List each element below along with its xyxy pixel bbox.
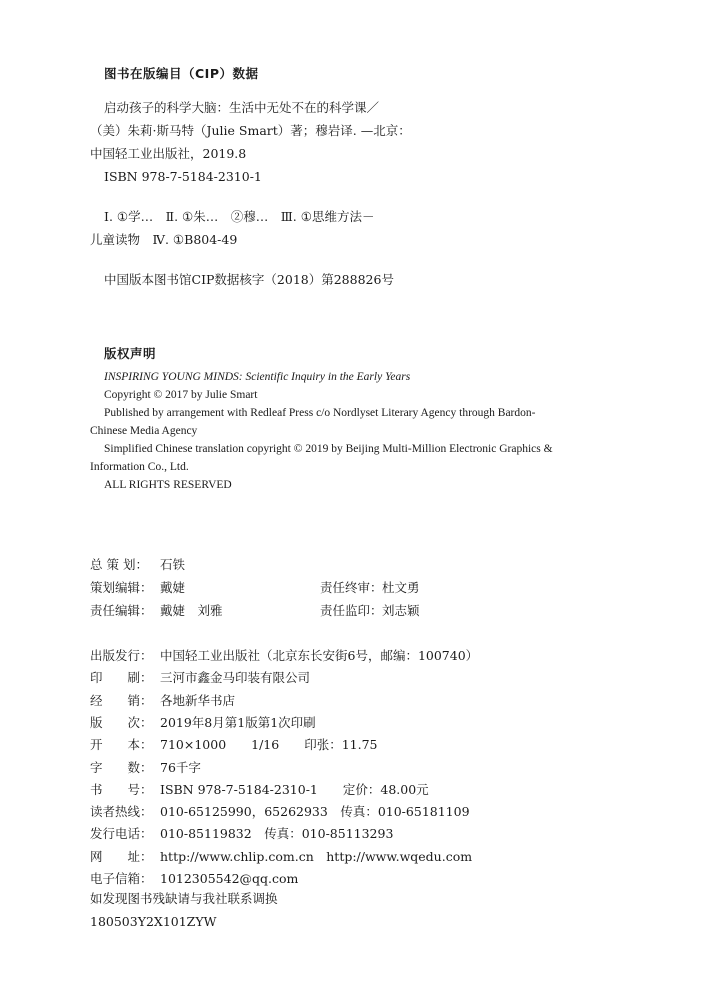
publication-value: 010-85119832 传真：010-85113293 bbox=[160, 826, 394, 842]
publication-value: 710×1000 1/16 印张：11.75 bbox=[160, 737, 378, 753]
resp-monitor-value: 刘志颖 bbox=[382, 603, 420, 618]
cip-line: 中国轻工业出版社，2019.8 bbox=[90, 146, 247, 161]
publication-value: ISBN 978-7-5184-2310-1 定价：48.00元 bbox=[160, 781, 429, 797]
resp-editor-label: 责任编辑： bbox=[90, 603, 153, 618]
publication-row bbox=[90, 668, 610, 688]
print-code: 180503Y2X101ZYW bbox=[90, 914, 217, 929]
publication-value: 各地新华书店 bbox=[160, 692, 236, 708]
publication-arrangement: Published by arrangement with Redleaf Press c/o Nordlyset Literary Agency through Bardon- bbox=[104, 407, 536, 419]
publication-row bbox=[90, 758, 610, 778]
planner-label: 总 策 划： bbox=[90, 557, 148, 572]
publication-row bbox=[90, 824, 610, 844]
publication-value: 1012305542@qq.com bbox=[160, 871, 299, 886]
publication-row bbox=[90, 802, 610, 822]
publication-label: 发行电话： bbox=[90, 826, 153, 842]
cip-classification: 儿童读物 Ⅳ. ①B804-49 bbox=[90, 232, 238, 247]
publication-value: 三河市鑫金马印装有限公司 bbox=[160, 670, 311, 686]
publication-row bbox=[90, 691, 610, 711]
publication-value: http://www.chlip.com.cn http://www.wqedu.com bbox=[160, 848, 473, 864]
cip-line: （美）朱莉·斯马特（Julie Smart）著；穆岩译. —北京： bbox=[90, 123, 411, 138]
cip-heading: 图书在版编目（CIP）数据 bbox=[104, 66, 259, 81]
cip-isbn: ISBN 978-7-5184-2310-1 bbox=[104, 169, 262, 184]
final-review-value: 杜文勇 bbox=[382, 580, 420, 595]
publication-row bbox=[90, 646, 610, 666]
plan-editor-value: 戴婕 bbox=[160, 580, 186, 595]
publication-label: 书 号： bbox=[90, 781, 153, 797]
copyright-line: Copyright © 2017 by Julie Smart bbox=[104, 389, 258, 401]
publication-row bbox=[90, 869, 610, 889]
publication-row bbox=[90, 713, 610, 733]
publication-label: 读者热线： bbox=[90, 804, 153, 820]
translation-copyright: Information Co., Ltd. bbox=[90, 461, 189, 473]
publication-label: 网 址： bbox=[90, 848, 153, 864]
publication-value: 76千字 bbox=[160, 759, 201, 775]
cip-record-number: 中国版本图书馆CIP数据核字（2018）第288826号 bbox=[104, 272, 394, 287]
publication-arrangement: Chinese Media Agency bbox=[90, 425, 198, 437]
publication-label: 版 次： bbox=[90, 714, 153, 730]
publication-label: 出版发行： bbox=[90, 648, 153, 663]
resp-editor-value: 戴婕 刘雅 bbox=[160, 603, 223, 618]
defect-notice: 如发现图书残缺请与我社联系调换 bbox=[90, 891, 278, 906]
publication-label: 开 本： bbox=[90, 737, 153, 753]
resp-monitor-label: 责任监印： bbox=[320, 603, 383, 618]
cip-line: 启动孩子的科学大脑：生活中无处不在的科学课／ bbox=[104, 100, 380, 115]
plan-editor-label: 策划编辑： bbox=[90, 580, 153, 595]
staff-row-planner bbox=[90, 555, 610, 575]
publication-label: 经 销： bbox=[90, 692, 153, 708]
rights-reserved: ALL RIGHTS RESERVED bbox=[104, 479, 232, 491]
publication-label: 字 数： bbox=[90, 759, 153, 775]
staff-row-editors bbox=[90, 578, 610, 598]
final-review-label: 责任终审： bbox=[320, 580, 383, 595]
copyright-heading: 版权声明 bbox=[104, 346, 157, 361]
original-title: INSPIRING YOUNG MINDS: Scientific Inquiry in the Early Years bbox=[104, 371, 411, 383]
publication-row bbox=[90, 847, 610, 867]
cip-classification: Ⅰ. ①学… Ⅱ. ①朱… ②穆… Ⅲ. ①思维方法－ bbox=[104, 209, 375, 224]
publication-row bbox=[90, 780, 610, 800]
publication-label: 印 刷： bbox=[90, 670, 153, 686]
planner-value: 石铁 bbox=[160, 557, 186, 572]
staff-row-responsible bbox=[90, 601, 610, 621]
translation-copyright: Simplified Chinese translation copyright © 2019 by Beijing Multi-Million Electronic Graphics & bbox=[104, 443, 553, 455]
publication-label: 电子信箱： bbox=[90, 871, 153, 886]
publication-value: 010-65125990，65262933 传真：010-65181109 bbox=[160, 804, 470, 820]
publication-value: 2019年8月第1版第1次印刷 bbox=[160, 714, 316, 730]
publication-row bbox=[90, 735, 610, 755]
publication-value: 中国轻工业出版社（北京东长安街6号，邮编：100740） bbox=[160, 648, 479, 663]
